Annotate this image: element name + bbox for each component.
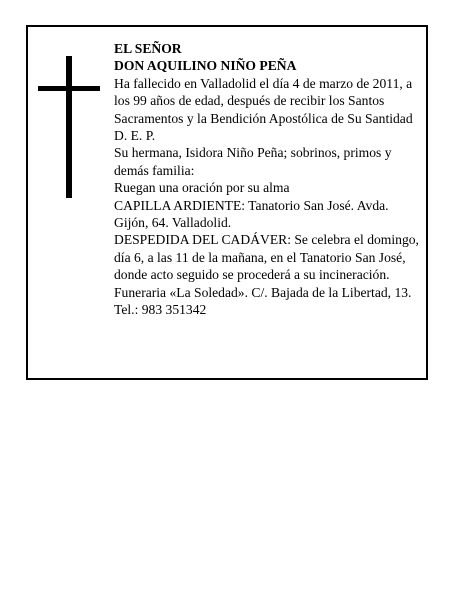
family-mourners: Su hermana, Isidora Niño Peña; sobrinos, primos y demás familia:: [114, 145, 392, 178]
cross-horizontal-bar: [38, 86, 100, 91]
cross-icon: [38, 56, 100, 198]
obituary-notice: [26, 25, 428, 380]
death-announcement: Ha fallecido en Valladolid el día 4 de marzo de 2011, a los 99 años de edad, después de recibir los Santos Sacramentos y la Bendición Apostólica de Su Santidad D. E. P.: [114, 75, 413, 144]
funeral-home-contact: Funeraria «La Soledad». C/. Bajada de la Libertad, 13. Tel.: 983 351342: [114, 284, 412, 318]
notice-title-line-2: DON AQUILINO NIÑO PEÑA: [114, 58, 297, 74]
notice-text: [114, 40, 424, 319]
notice-title-line-1: EL SEÑOR: [114, 41, 182, 56]
cross-vertical-bar: [66, 56, 72, 198]
funeral-chapel-info: CAPILLA ARDIENTE: Tanatorio San José. Avda. Gijón, 64. Valladolid.: [114, 197, 389, 231]
prayer-request: Ruegan una oración por su alma: [114, 180, 290, 196]
farewell-ceremony-info: DESPEDIDA DEL CADÁVER: Se celebra el domingo, día 6, a las 11 de la mañana, en el Tanatorio San José, donde acto seguido se procederá a su incineración.: [114, 232, 419, 283]
